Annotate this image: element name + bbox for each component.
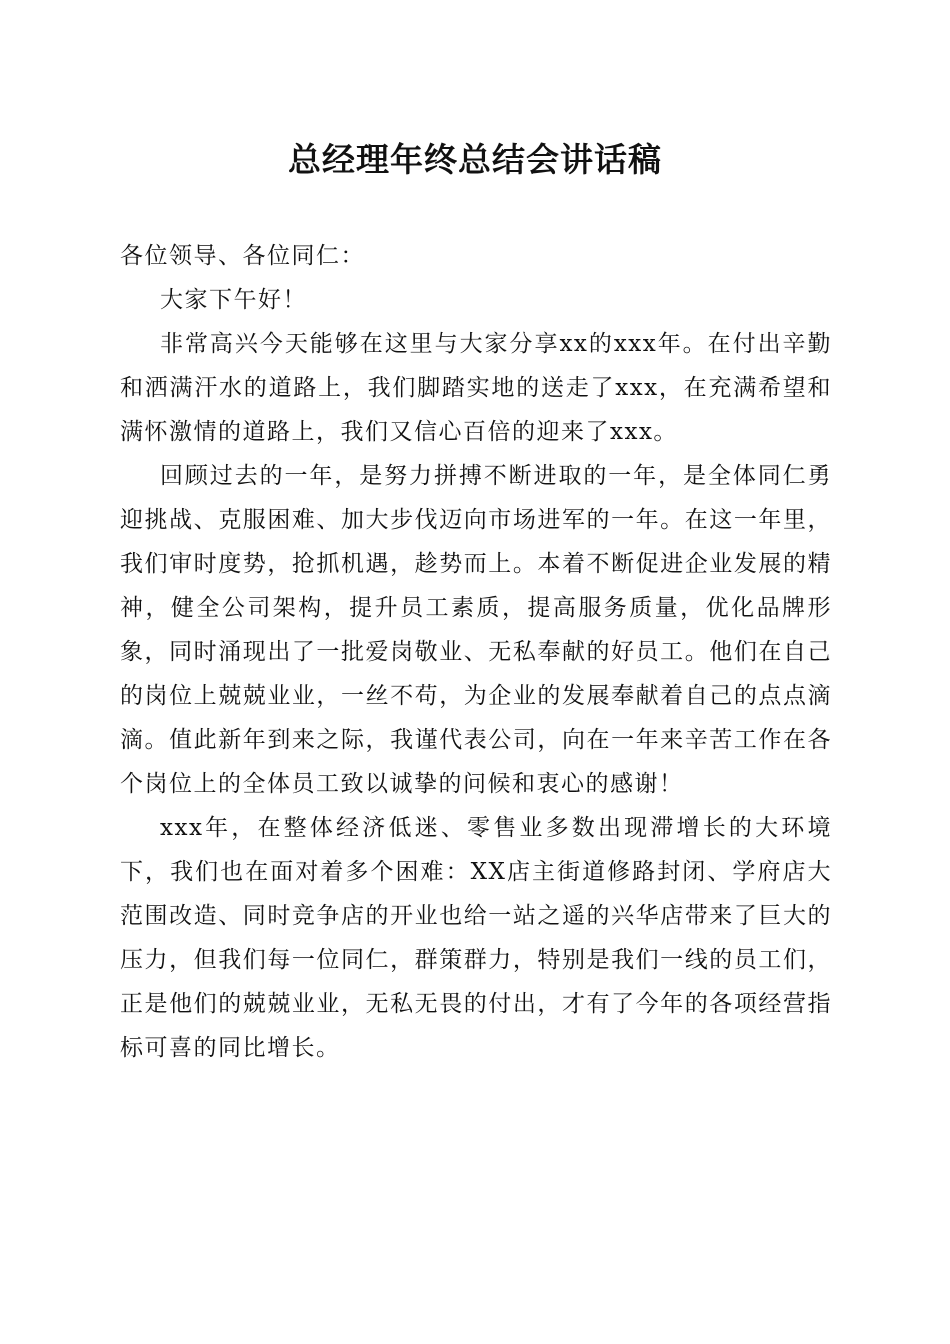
salutation: 各位领导、各位同仁： bbox=[120, 243, 365, 269]
document-body bbox=[120, 234, 832, 1070]
paragraph-intro: 非常高兴今天能够在这里与大家分享xx的xxx年。在付出辛勤和洒满汗水的道路上，我们脚踏实地的送走了xxx，在充满希望和满怀激情的道路上，我们又信心百倍的迎来了xxx。 bbox=[120, 331, 832, 445]
document-title: 总经理年终总结会讲话稿 bbox=[288, 140, 662, 179]
paragraph-challenges: xxx年，在整体经济低迷、零售业多数出现滞增长的大环境下，我们也在面对着多个困难：XX店主街道修路封闭、学府店大范围改造、同时竞争店的开业也给一站之遥的兴华店带来了巨大的压力，但我们每一位同仁，群策群力，特别是我们一线的员工们，正是他们的兢兢业业，无私无畏的付出，才有了今年的各项经营指标可喜的同比增长。 bbox=[120, 815, 832, 1061]
paragraph-greeting: 大家下午好！ bbox=[160, 287, 307, 313]
paragraph-review: 回顾过去的一年，是努力拼搏不断进取的一年，是全体同仁勇迎挑战、克服困难、加大步伐迈向市场进军的一年。在这一年里，我们审时度势，抢抓机遇，趁势而上。本着不断促进企业发展的精神，健全公司架构，提升员工素质，提高服务质量，优化品牌形象，同时涌现出了一批爱岗敬业、无私奉献的好员工。他们在自己的岗位上兢兢业业，一丝不苟，为企业的发展奉献着自己的点点滴滴。值此新年到来之际，我谨代表公司，向在一年来辛苦工作在各个岗位上的全体员工致以诚挚的问候和衷心的感谢！ bbox=[120, 463, 832, 797]
